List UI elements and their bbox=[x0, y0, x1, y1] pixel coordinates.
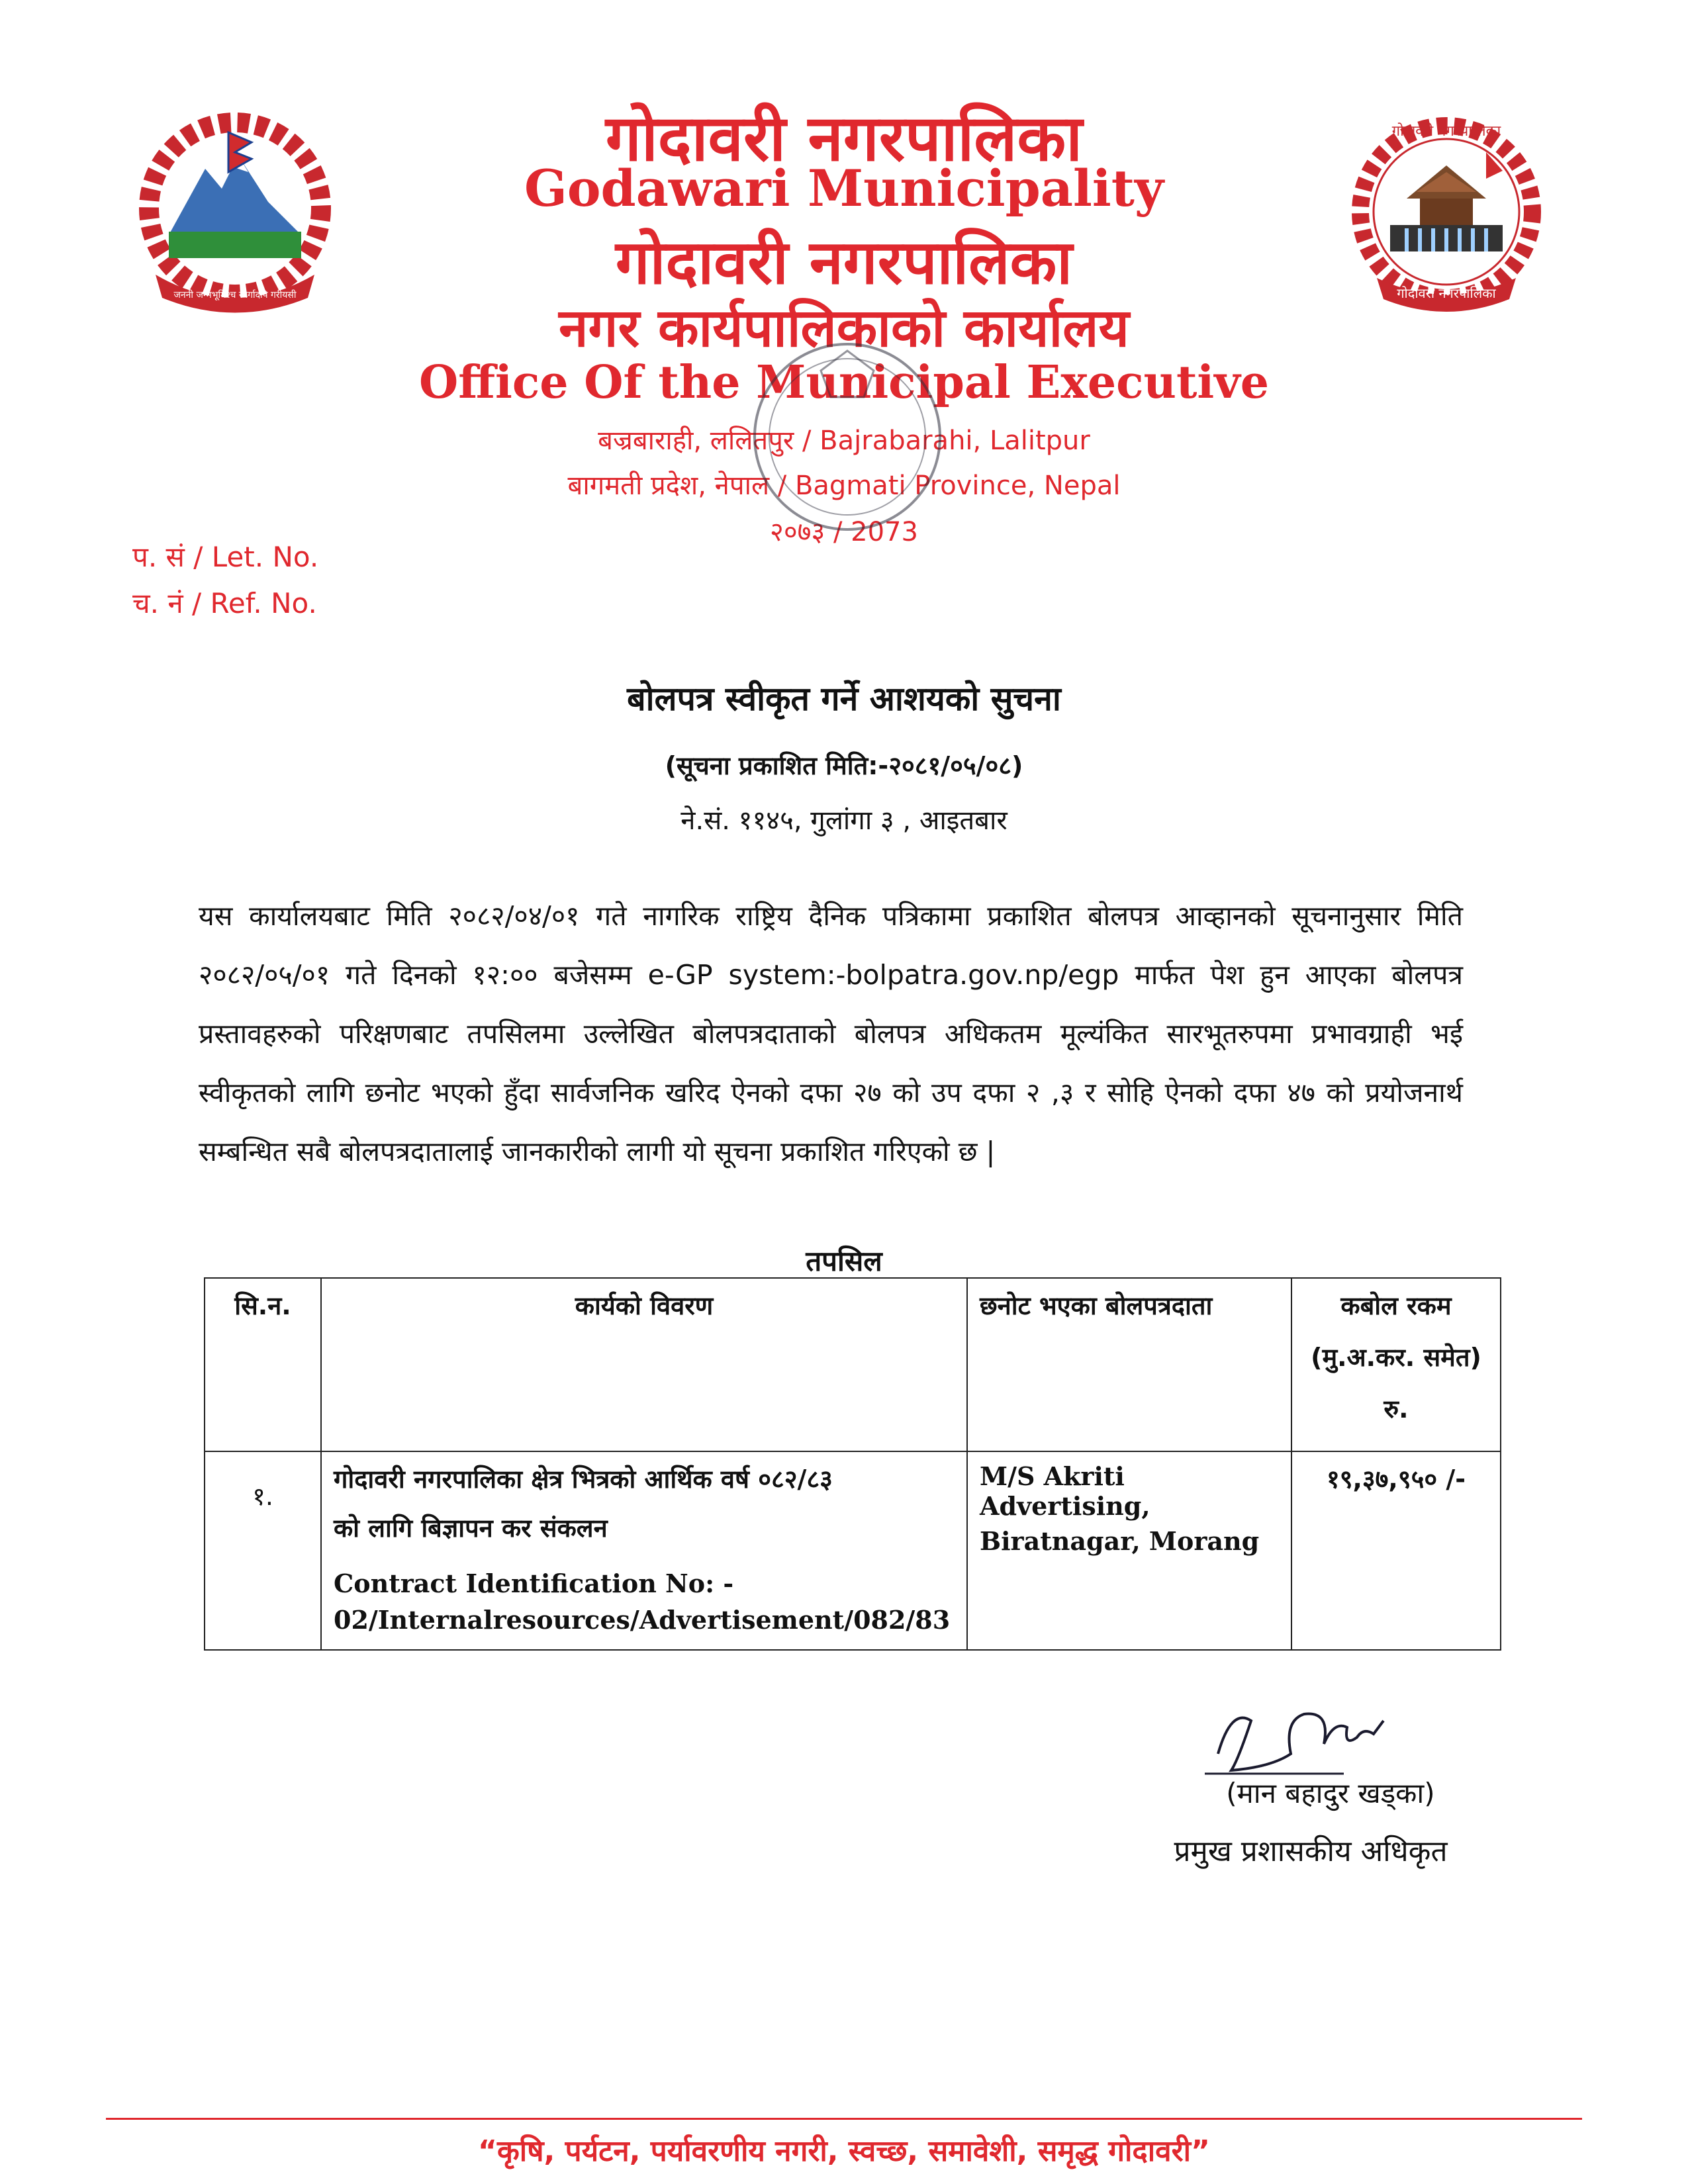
office-name-nepali: नगर कार्यपालिकाको कार्यालय bbox=[559, 297, 1129, 359]
logo-top-text: गोदावरी नगरपालिका bbox=[1391, 123, 1501, 140]
table-header-row bbox=[205, 1278, 1501, 1451]
row-sn: १. bbox=[205, 1451, 321, 1650]
footer-divider bbox=[106, 2118, 1582, 2120]
address-line-1: बज्रबाराही, ललितपुर / Bajrabarahi, Lalitpur bbox=[598, 426, 1090, 456]
table-title: तपसिल bbox=[806, 1245, 882, 1277]
bid-table bbox=[204, 1277, 1501, 1651]
established-year: २०७३ / 2073 bbox=[770, 517, 918, 547]
municipality-name-english: Godawari Municipality bbox=[524, 159, 1164, 218]
header-amount-line2: (मु.अ.कर. समेत) bbox=[1311, 1343, 1481, 1372]
row-contract-line1: Contract Identification No: - bbox=[334, 1569, 734, 1598]
logo-bottom-text: गोदावरी नगरपालिका bbox=[1397, 285, 1496, 301]
office-stamp bbox=[741, 331, 953, 543]
header-amount bbox=[1291, 1278, 1501, 1451]
municipality-name-newari: गोदावरी नगरपालिका bbox=[615, 227, 1073, 298]
header-bidder: छनोट भएका बोलपत्रदाता bbox=[967, 1278, 1291, 1451]
header-amount-line1: कबोल रकम bbox=[1340, 1291, 1452, 1320]
row-description-line1: गोदावरी नगरपालिका क्षेत्र भित्रको आर्थिक वर्ष ०८२/८३ bbox=[334, 1465, 833, 1494]
signature-scribble bbox=[1192, 1681, 1403, 1780]
row-bidder bbox=[967, 1451, 1291, 1650]
table-row bbox=[205, 1451, 1501, 1650]
nepal-sambat-date: ने.सं. ११४५, गुलांगा ३ , आइतबार bbox=[680, 805, 1008, 836]
ref-no-label: च. नं / Ref. No. bbox=[132, 587, 317, 619]
header-sn: सि.न. bbox=[205, 1278, 321, 1451]
address-line-2: बागमती प्रदेश, नेपाल / Bagmati Province, Nepal bbox=[567, 471, 1121, 501]
emblem-motto: जननी जन्मभूमिश्च स्वर्गादपि गरीयसी bbox=[173, 290, 297, 300]
header-description: कार्यको विवरण bbox=[321, 1278, 967, 1451]
signatory-designation: प्रमुख प्रशासकीय अधिकृत bbox=[1174, 1835, 1448, 1868]
office-name-english: Office Of the Municipal Executive bbox=[419, 356, 1269, 409]
header-amount-line3: रु. bbox=[1383, 1394, 1409, 1424]
footer-motto: “कृषि, पर्यटन, पर्यावरणीय नगरी, स्वच्छ, समावेशी, समृद्ध गोदावरी” bbox=[478, 2134, 1210, 2168]
signatory-name: (मान बहादुर खड्का) bbox=[1226, 1777, 1435, 1809]
notice-title: बोलपत्र स्वीकृत गर्ने आशयको सुचना bbox=[627, 680, 1061, 718]
row-description bbox=[321, 1451, 967, 1650]
let-no-label: प. सं / Let. No. bbox=[132, 541, 319, 573]
municipality-name-nepali: गोदावरी नगरपालिका bbox=[605, 101, 1083, 175]
row-description-line2: को लागि बिज्ञापन कर संकलन bbox=[334, 1514, 608, 1543]
notice-body: यस कार्यालयबाट मिति २०८२/०४/०१ गते नागरिक राष्ट्रिय दैनिक पत्रिकामा प्रकाशित बोलपत्र आव्हानको सूचनानुसार मिति २०८२/०५/०१ गते दिनको १२:०० बजेसम्म e-GP system:-bolpatra.gov.np/egp मार्फत पेश हुन आएका बोलपत्र प्रस्तावहरुको परिक्षणबाट तपसिलमा उल्लेखित बोलपत्रदाताको बोलपत्र अधिकतम मूल्यंकित सारभूतरुपमा प्रभावग्राही भई स्वीकृतको लागि छनोट भएको हुँदा सार्वजनिक खरिद ऐनको दफा २७ को उप दफा २ ,३ र सोहि ऐनको दफा ४७ को प्रयोजनार्थ सम्बन्धित सबै बोलपत्रदातालाई जानकारीको लागी यो सूचना प्रकाशित गरिएको छ | bbox=[199, 900, 1463, 1167]
row-contract-line2: 02/Internalresources/Advertisement/082/83 bbox=[334, 1605, 951, 1635]
row-amount: १९,३७,९५० /- bbox=[1291, 1451, 1501, 1650]
notice-published-date: (सूचना प्रकाशित मिति:-२०८१/०५/०८) bbox=[665, 751, 1023, 780]
row-bidder-line1: M/S Akriti Advertising, bbox=[980, 1461, 1150, 1521]
row-bidder-line2: Biratnagar, Morang bbox=[980, 1526, 1260, 1556]
